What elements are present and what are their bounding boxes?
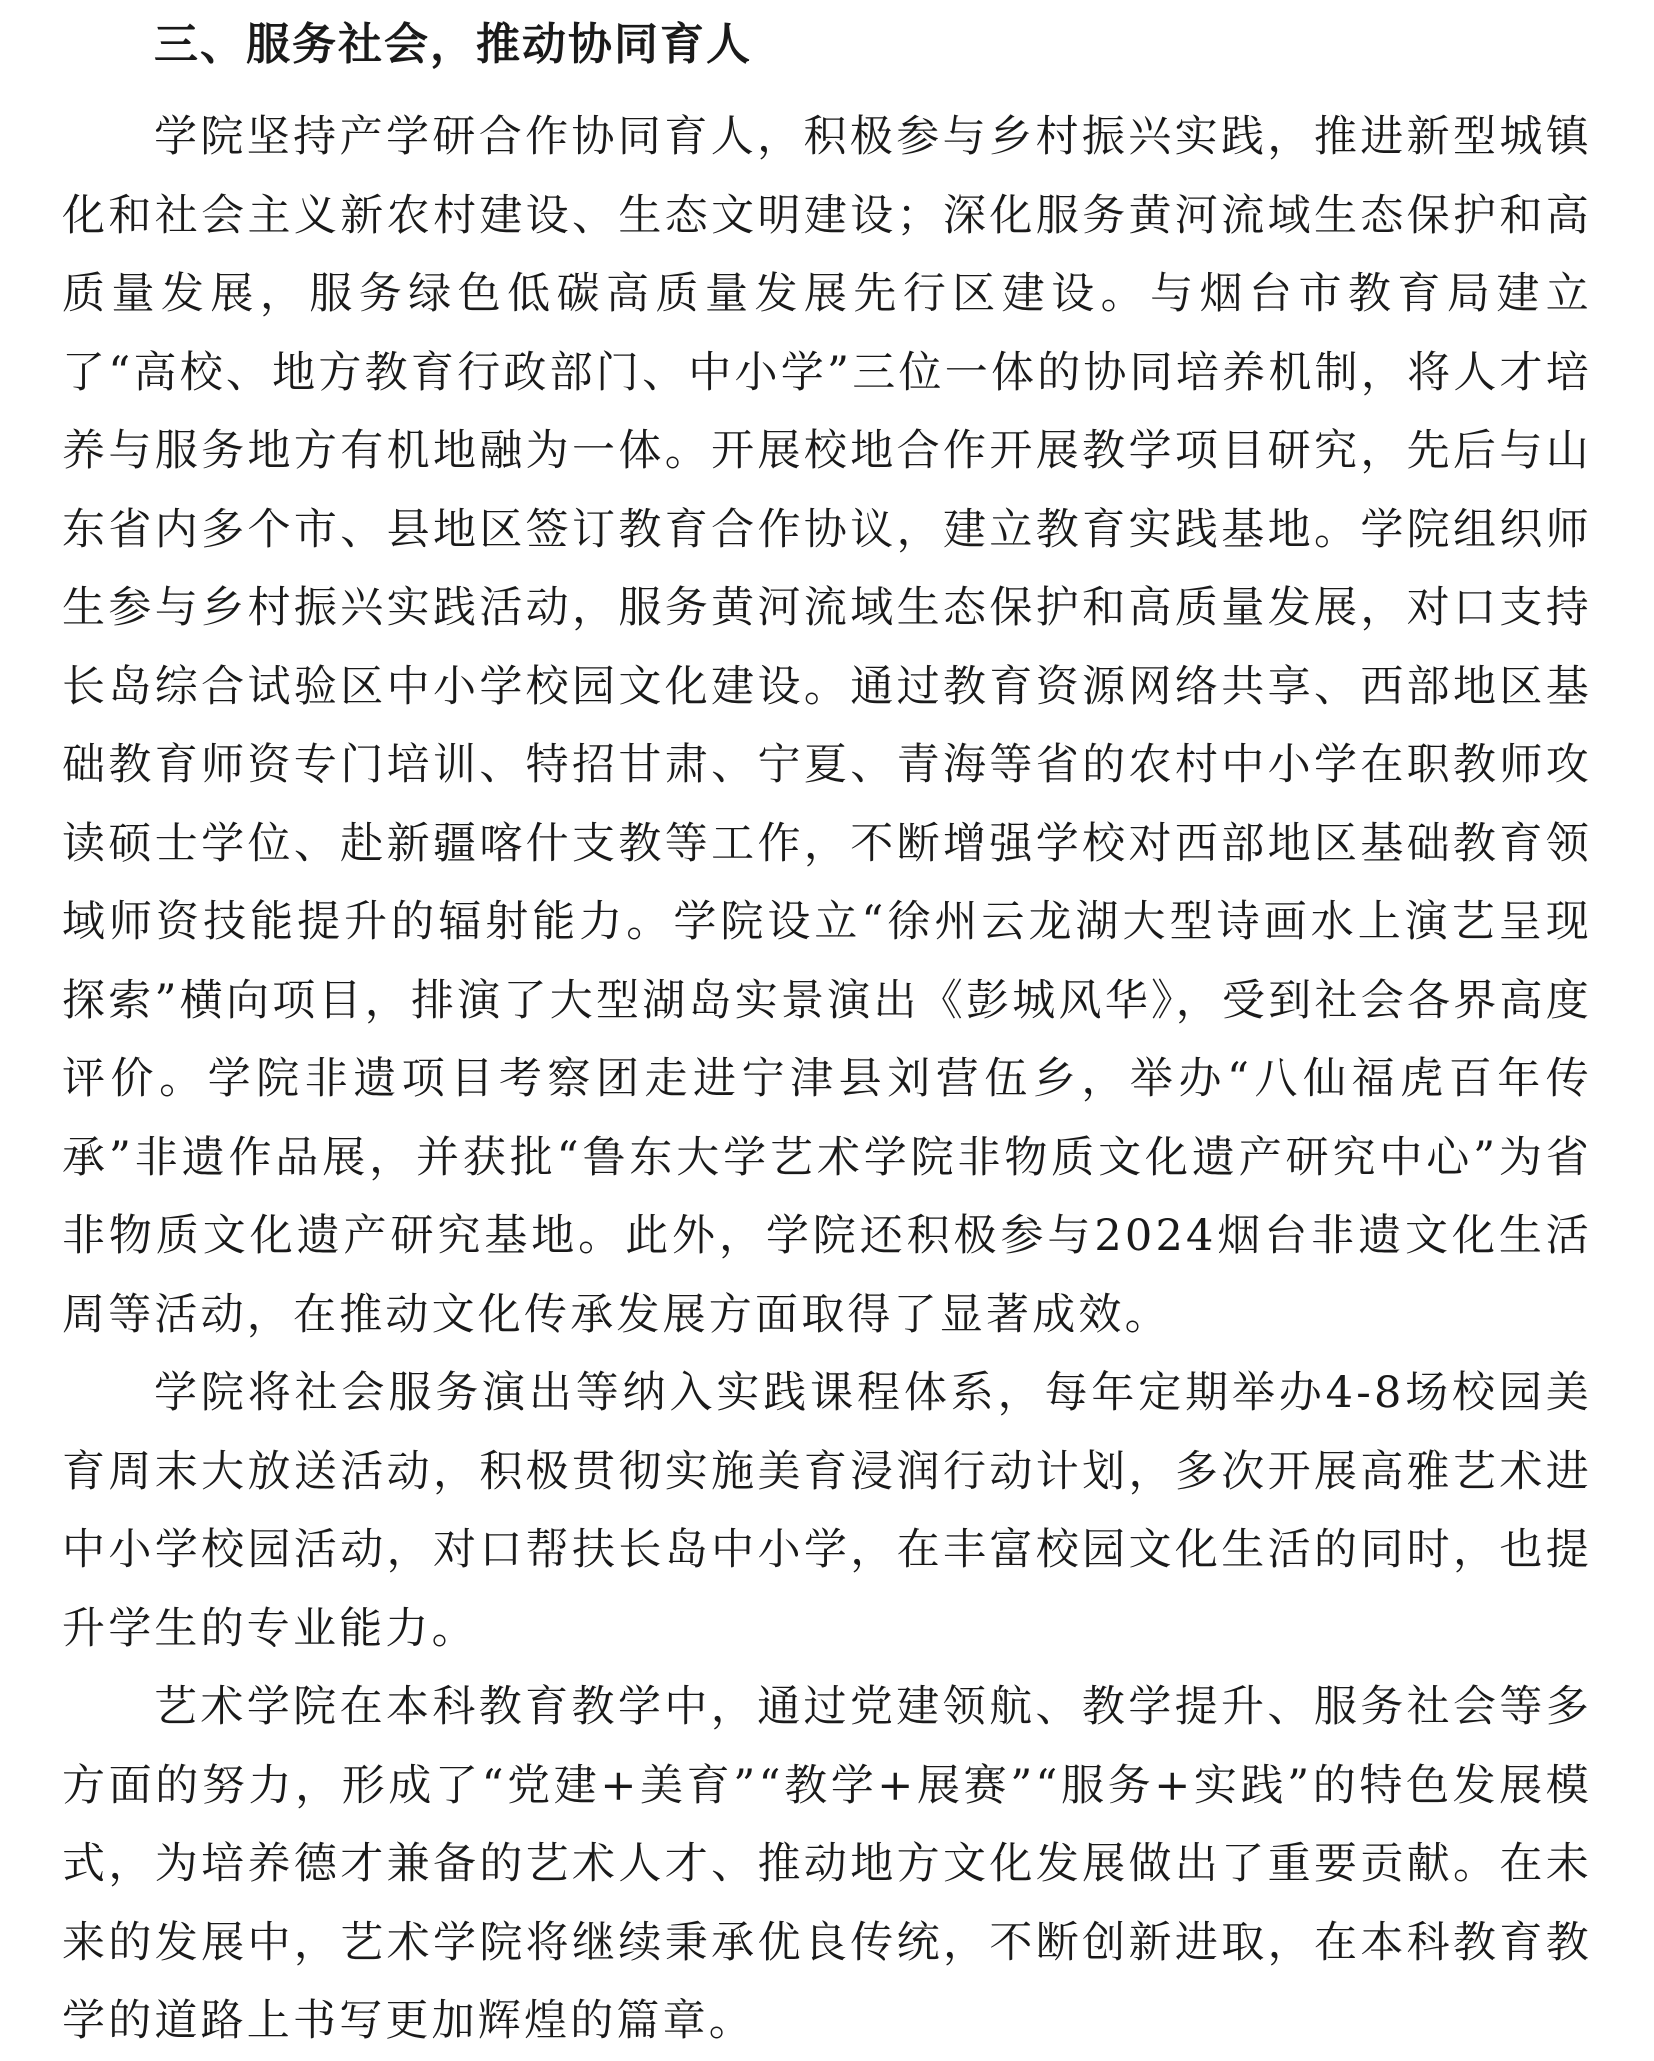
section-heading: 三、服务社会，推动协同育人 <box>154 19 752 70</box>
paragraph-practice-curriculum: 学院将社会服务演出等纳入实践课程体系，每年定期举办4-8场校园美育周末大放送活动，积极贯彻实施美育浸润行动计划，多次开展高雅艺术进中小学校园活动，对口帮扶长岛中小学，在丰富校园文化生活的同时，也提升学生的专业能力。 <box>62 1368 1592 1654</box>
paragraph-social-service: 学院坚持产学研合作协同育人，积极参与乡村振兴实践，推进新型城镇化和社会主义新农村建设、生态文明建设；深化服务黄河流域生态保护和高质量发展，服务绿色低碳高质量发展先行区建设。与烟台市教育局建立了“高校、地方教育行政部门、中小学”三位一体的协同培养机制，将人才培养与服务地方有机地融为一体。开展校地合作开展教学项目研究，先后与山东省内多个市、县地区签订教育合作协议，建立教育实践基地。学院组织师生参与乡村振兴实践活动，服务黄河流域生态保护和高质量发展，对口支持长岛综合试验区中小学校园文化建设。通过教育资源网络共享、西部地区基础教育师资专门培训、特招甘肃、宁夏、青海等省的农村中小学在职教师攻读硕士学位、赴新疆喀什支教等工作，不断增强学校对西部地区基础教育领域师资技能提升的辐射能力。学院设立“徐州云龙湖大型诗画水上演艺呈现探索”横向项目，排演了大型湖岛实景演出《彭城风华》，受到社会各界高度评价。学院非遗项目考察团走进宁津县刘营伍乡，举办“八仙福虎百年传承”非遗作品展，并获批“鲁东大学艺术学院非物质文化遗产研究中心”为省非物质文化遗产研究基地。此外，学院还积极参与2024烟台非遗文化生活周等活动，在推动文化传承发展方面取得了显著成效。 <box>62 112 1592 1340</box>
paragraph-summary: 艺术学院在本科教育教学中，通过党建领航、教学提升、服务社会等多方面的努力，形成了“党建+美育”“教学+展赛”“服务+实践”的特色发展模式，为培养德才兼备的艺术人才、推动地方文化发展做出了重要贡献。在未来的发展中，艺术学院将继续秉承优良传统，不断创新进取，在本科教育教学的道路上书写更加辉煌的篇章。 <box>62 1682 1592 2046</box>
